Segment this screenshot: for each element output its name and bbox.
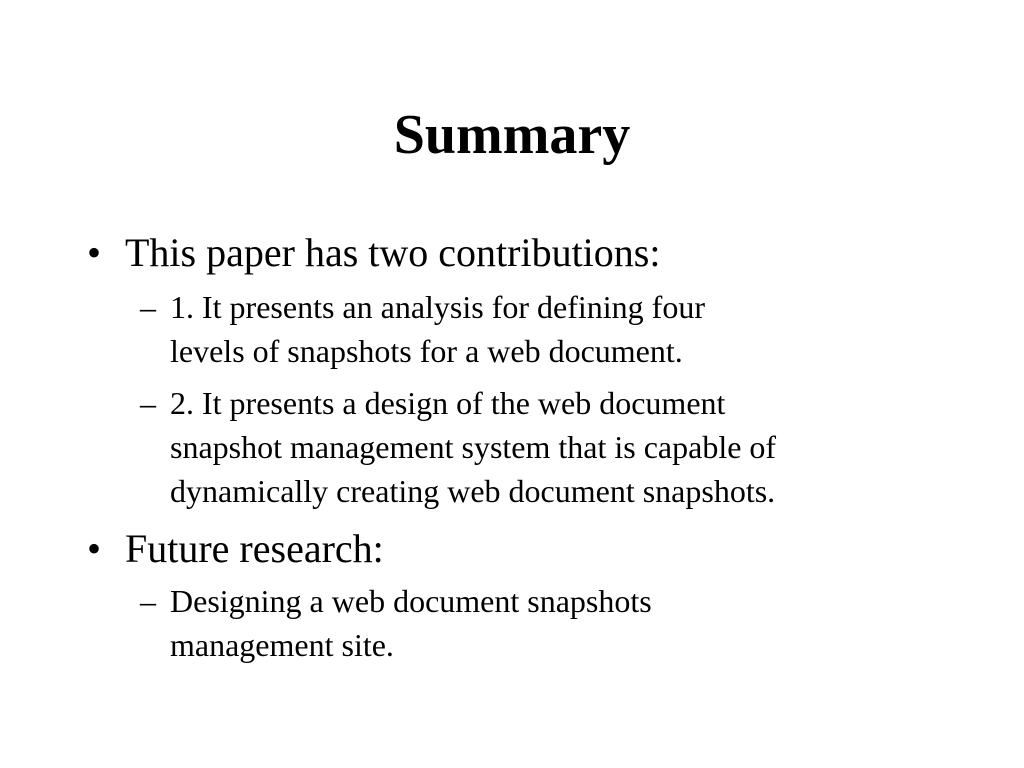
bullet-text: Future research: xyxy=(125,526,384,571)
sub-bullet-line: Designing a web document snapshots xyxy=(170,583,652,619)
dash-marker: – xyxy=(140,583,156,619)
sub-bullet-line: snapshot management system that is capable of xyxy=(170,429,777,465)
sub-bullet-line: levels of snapshots for a web document. xyxy=(170,333,683,369)
bullet-marker: • xyxy=(87,526,102,571)
sub-bullet-line: 1. It presents an analysis for defining four xyxy=(170,289,705,325)
sub-bullet-line: 2. It presents a design of the web document xyxy=(170,385,726,421)
dash-marker: – xyxy=(140,385,156,421)
bullet-marker: • xyxy=(87,230,102,275)
dash-marker: – xyxy=(140,289,156,325)
sub-bullet-line: dynamically creating web document snapshots. xyxy=(170,473,776,509)
bullet-text: This paper has two contributions: xyxy=(125,230,661,275)
sub-bullet-line: management site. xyxy=(170,627,394,663)
slide-title: Summary xyxy=(393,104,631,166)
